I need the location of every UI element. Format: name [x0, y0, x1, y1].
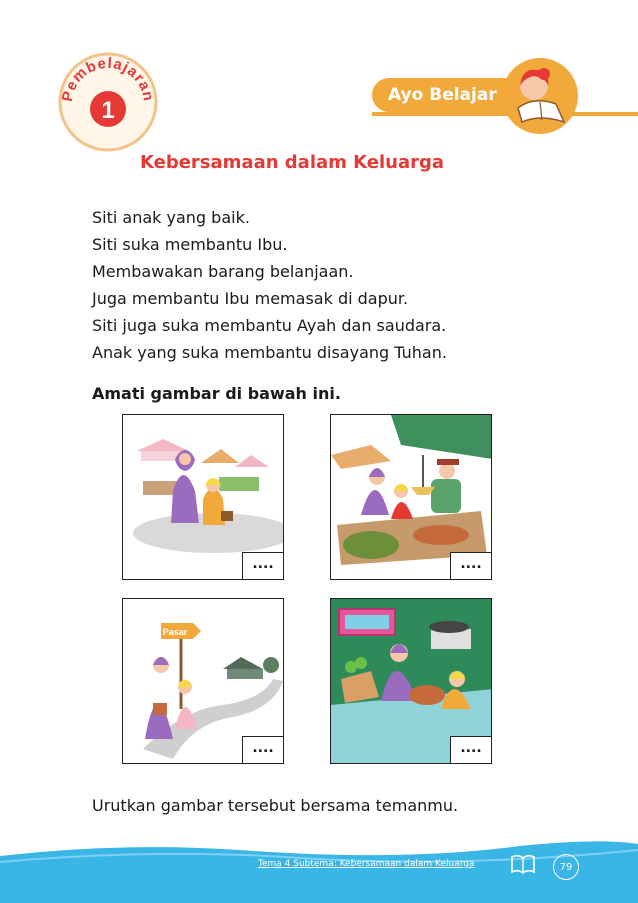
pembelajaran-badge [58, 52, 158, 152]
story-text [92, 204, 447, 366]
footer-wave [0, 836, 638, 903]
footer-caption: Tema 4 Subtema: Kebersamaan dalam Keluarga [258, 859, 475, 869]
order-answer-box[interactable]: .... [242, 552, 284, 580]
pasar-sign-text: Pasar [162, 627, 188, 637]
order-answer-box[interactable]: .... [450, 552, 492, 580]
page-title: Kebersamaan dalam Keluarga [140, 152, 445, 173]
picture-panel-3 [122, 598, 284, 764]
badge-number: 1 [101, 97, 115, 124]
story-line: Siti juga suka membantu Ayah dan saudara. [92, 316, 447, 335]
story-line: Siti anak yang baik. [92, 208, 250, 227]
badge-label: Pembelajaran [58, 54, 158, 104]
page-number: 79 [553, 854, 579, 880]
girl-reading-icon [500, 56, 580, 136]
order-answer-box[interactable]: .... [450, 736, 492, 764]
order-answer-box[interactable]: .... [242, 736, 284, 764]
story-line: Membawakan barang belanjaan. [92, 262, 354, 281]
picture-panel-1 [122, 414, 284, 580]
instruction: Amati gambar di bawah ini. [92, 384, 341, 403]
closing-instruction: Urutkan gambar tersebut bersama temanmu. [92, 796, 459, 815]
story-line: Anak yang suka membantu disayang Tuhan. [92, 343, 447, 362]
ayo-belajar-label: Ayo Belajar [388, 85, 497, 105]
picture-panel-4 [330, 598, 492, 764]
book-icon [510, 853, 536, 875]
picture-panel-2 [330, 414, 492, 580]
story-line: Siti suka membantu Ibu. [92, 235, 288, 254]
story-line: Juga membantu Ibu memasak di dapur. [92, 289, 409, 308]
